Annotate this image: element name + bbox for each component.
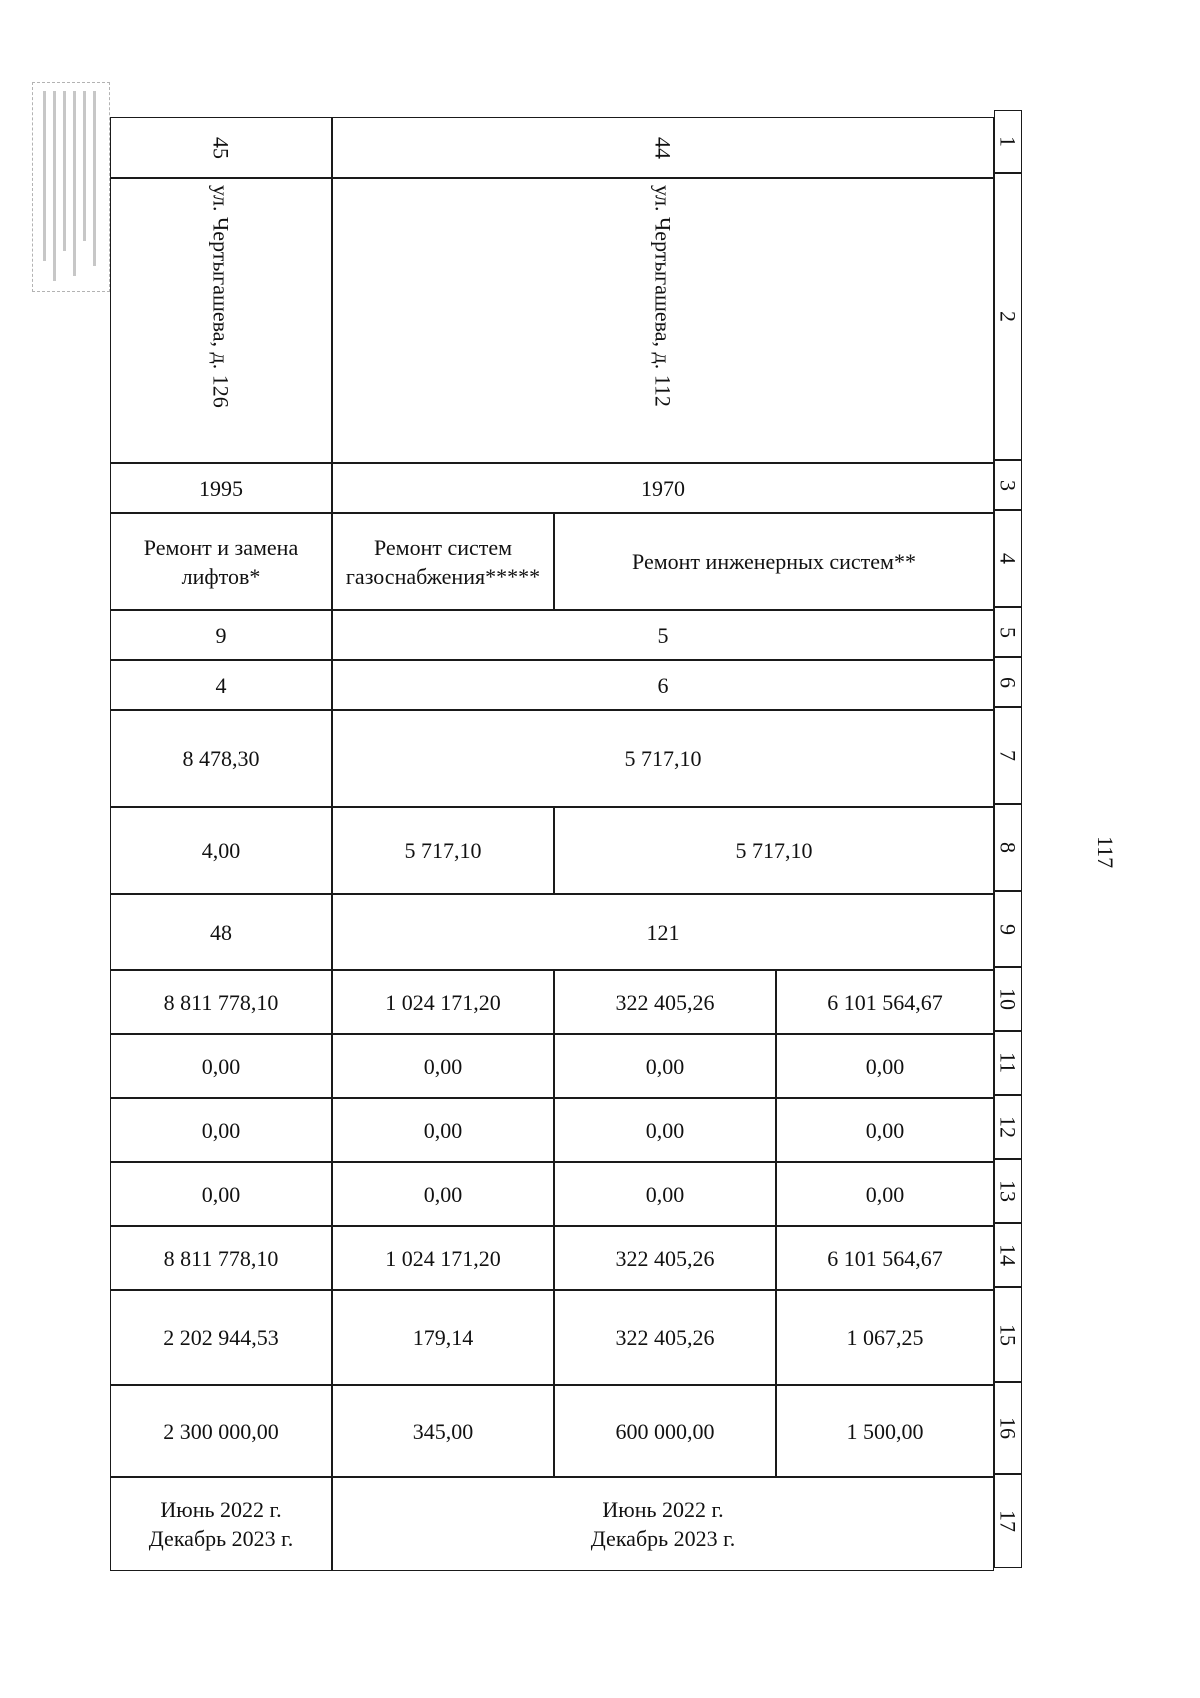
house-45-number: 45 xyxy=(208,136,234,159)
row-index-16: 16 xyxy=(994,1382,1022,1474)
house-45-r5: 9 xyxy=(110,610,332,660)
house-44-r13-eng-b: 0,00 xyxy=(776,1162,994,1226)
house-44-r15-eng-b: 1 067,25 xyxy=(776,1290,994,1385)
house-44-r12-gas: 0,00 xyxy=(332,1098,554,1162)
house-44-number: 44 xyxy=(650,136,676,159)
house-44-r16-eng-b: 1 500,00 xyxy=(776,1385,994,1477)
house-45-r13: 0,00 xyxy=(110,1162,332,1226)
house-45-r6: 4 xyxy=(110,660,332,710)
house-44-end-date: Декабрь 2023 г. xyxy=(590,1526,736,1551)
house-44-address-cell xyxy=(332,178,994,463)
house-44-r14-gas: 1 024 171,20 xyxy=(332,1226,554,1290)
house-44-r15-gas: 179,14 xyxy=(332,1290,554,1385)
row-index-5: 5 xyxy=(994,607,1022,657)
house-44-r10-eng-a: 322 405,26 xyxy=(554,970,776,1034)
row-index-13: 13 xyxy=(994,1159,1022,1223)
house-44-work-eng: Ремонт инженерных систем** xyxy=(554,513,994,610)
house-44-r11-eng-b: 0,00 xyxy=(776,1034,994,1098)
house-44-r5: 5 xyxy=(332,610,994,660)
house-44-r11-gas: 0,00 xyxy=(332,1034,554,1098)
house-44-r9: 121 xyxy=(332,894,994,970)
row-index-3: 3 xyxy=(994,460,1022,510)
house-45-r11: 0,00 xyxy=(110,1034,332,1098)
house-44-r12-eng-b: 0,00 xyxy=(776,1098,994,1162)
row-index-11: 11 xyxy=(994,1031,1022,1095)
house-45-r10: 8 811 778,10 xyxy=(110,970,332,1034)
house-45-address-cell xyxy=(110,178,332,463)
house-44-r11-eng-a: 0,00 xyxy=(554,1034,776,1098)
house-44-r12-eng-a: 0,00 xyxy=(554,1098,776,1162)
house-45-r14: 8 811 778,10 xyxy=(110,1226,332,1290)
house-44-r15-eng-a: 322 405,26 xyxy=(554,1290,776,1385)
house-44-start-date: Июнь 2022 г. xyxy=(602,1497,724,1522)
house-44-work-gas: Ремонт систем газоснабжения***** xyxy=(332,513,554,610)
house-45-work-type: Ремонт и замена лифтов* xyxy=(110,513,332,610)
row-index-6: 6 xyxy=(994,657,1022,707)
house-45-r7: 8 478,30 xyxy=(110,710,332,807)
house-44-r16-gas: 345,00 xyxy=(332,1385,554,1477)
row-index-8: 8 xyxy=(994,804,1022,891)
house-45-r9: 48 xyxy=(110,894,332,970)
row-index-12: 12 xyxy=(994,1095,1022,1159)
house-44-r14-eng-b: 6 101 564,67 xyxy=(776,1226,994,1290)
house-44-year: 1970 xyxy=(332,463,994,513)
row-index-9: 9 xyxy=(994,891,1022,967)
house-44-number-cell xyxy=(332,117,994,178)
house-44-r10-eng-b: 6 101 564,67 xyxy=(776,970,994,1034)
house-45-year: 1995 xyxy=(110,463,332,513)
house-45-r16: 2 300 000,00 xyxy=(110,1385,332,1477)
house-44-address: ул. Чертыгашева, д. 112 xyxy=(650,185,676,407)
house-45-r17 xyxy=(110,1477,332,1571)
house-45-r8: 4,00 xyxy=(110,807,332,894)
row-index-15: 15 xyxy=(994,1287,1022,1382)
page-number: 117 xyxy=(1093,836,1118,869)
house-44-r14-eng-a: 322 405,26 xyxy=(554,1226,776,1290)
row-index-14: 14 xyxy=(994,1223,1022,1287)
house-44-r7: 5 717,10 xyxy=(332,710,994,807)
house-44-r16-eng-a: 600 000,00 xyxy=(554,1385,776,1477)
house-44-r8-gas: 5 717,10 xyxy=(332,807,554,894)
house-45-address: ул. Чертыгашева, д. 126 xyxy=(208,185,234,408)
row-index-1: 1 xyxy=(994,110,1022,173)
house-45-end-date: Декабрь 2023 г. xyxy=(148,1526,294,1551)
house-45-start-date: Июнь 2022 г. xyxy=(160,1497,282,1522)
stamp-mark xyxy=(32,82,110,292)
row-index-17: 17 xyxy=(994,1474,1022,1568)
house-44-r13-eng-a: 0,00 xyxy=(554,1162,776,1226)
house-44-r6: 6 xyxy=(332,660,994,710)
row-index-7: 7 xyxy=(994,707,1022,804)
house-44-r10-gas: 1 024 171,20 xyxy=(332,970,554,1034)
row-index-10: 10 xyxy=(994,967,1022,1031)
row-index-4: 4 xyxy=(994,510,1022,607)
house-45-r12: 0,00 xyxy=(110,1098,332,1162)
house-44-r8-eng: 5 717,10 xyxy=(554,807,994,894)
house-44-r17 xyxy=(332,1477,994,1571)
house-44-r13-gas: 0,00 xyxy=(332,1162,554,1226)
row-index-2: 2 xyxy=(994,173,1022,460)
house-45-r15: 2 202 944,53 xyxy=(110,1290,332,1385)
house-45-number-cell xyxy=(110,117,332,178)
